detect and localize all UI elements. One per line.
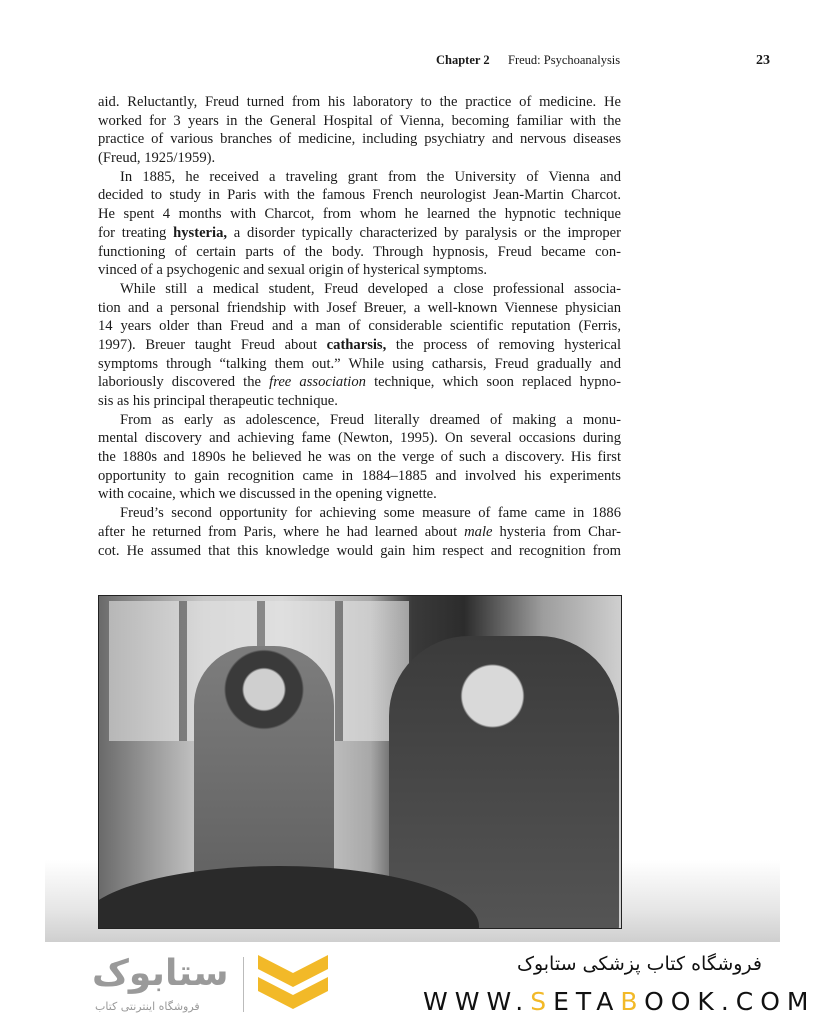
text-run: sis as his principal therapeutic technique. [98,393,338,409]
logo-wordmark: ستابوک [92,953,229,994]
text-run: aid. Reluctantly, Freud turned from his laboratory to the practice of medicine. He [98,94,621,110]
url-part: S [530,987,554,1016]
text-run: 1997). Breuer taught Freud about [98,336,327,353]
text-line [98,280,621,299]
paragraph [98,93,621,168]
text-line [98,448,621,467]
text-line [98,261,621,280]
text-line [98,355,621,374]
text-line [98,336,621,355]
text-run: the process of removing hysterical [386,336,621,353]
url-part: WWW. [423,987,531,1016]
chapter-label: Chapter 2 [436,53,490,67]
text-line [98,317,621,336]
page-number: 23 [756,53,770,68]
paragraph [98,168,621,280]
text-run: opportunity to gain recognition came in 1884–1885 and involved his experiments [98,467,621,484]
text-line [98,373,621,392]
text-run: hysteria from Char- [492,523,621,540]
text-run: Freud’s second opportunity for achieving some measure of fame came in 1886 [120,505,621,522]
text-run: cot. He assumed that this knowledge would gain him respect and recognition from [98,542,621,559]
paragraph [98,411,621,504]
logo-divider [243,957,244,1012]
text-run: the 1880s and 1890s he believed he was on the verge of such a discovery. His first [98,449,621,466]
text-line [98,392,621,411]
paragraph [98,504,621,560]
website-url [423,987,815,1016]
text-line [98,130,621,149]
text-run: decided to study in Paris with the famous French neurologist Jean-Martin Charcot. [98,187,621,204]
text-line [98,93,621,112]
text-line [98,168,621,187]
text-line [98,504,621,523]
text-line [98,299,621,318]
text-run: worked for 3 years in the General Hospital of Vienna, becoming familiar with the [98,112,621,129]
text-line [98,429,621,448]
text-line [98,205,621,224]
italic-term: free association [269,374,366,391]
watermark-footer [0,945,827,1023]
text-run: mental discovery and achieving fame (Newton, 1995). On several occasions during [98,430,621,447]
italic-term: male [464,523,493,540]
text-line [98,523,621,542]
text-line [98,224,621,243]
text-run: after he returned from Paris, where he had learned about [98,523,465,540]
shop-name: فروشگاه کتاب پزشکی ستابوک [516,953,762,975]
chapter-title: Freud: Psychoanalysis [508,53,621,67]
text-run: with cocaine, which we discussed in the opening vignette. [98,486,437,503]
paragraph [98,280,621,411]
text-run: practice of various branches of medicine, including psychiatry and nervous diseases [98,131,621,148]
running-header [0,53,827,71]
bold-term: hysteria, [173,224,228,241]
text-run: While still a medical student, Freud developed a close professional associa- [120,280,621,297]
text-line [98,243,621,262]
text-run: functioning of certain parts of the body. Through hypnosis, Freud became con- [98,243,621,260]
text-run: technique, which soon replaced hypno- [365,374,622,391]
text-line [98,467,621,486]
text-run: He spent 4 months with Charcot, from whom he learned the hypnotic technique [98,206,621,223]
text-run: a disorder typically characterized by paralysis or the improper [227,224,621,241]
logo-subtitle: فروشگاه اینترنتی کتاب [95,1000,200,1013]
url-part: B [620,987,645,1016]
text-line [98,112,621,131]
text-line [98,485,621,504]
bold-term: catharsis, [326,336,387,353]
text-run: 14 years older than Freud and a man of considerable scientific reputation (Ferris, [98,318,621,335]
text-run: for treating [98,224,174,241]
chevron-logo-icon [258,955,328,1013]
text-line [98,186,621,205]
text-run: symptoms through “talking them out.” While using catharsis, Freud gradually and [98,355,621,372]
text-line [98,542,621,561]
text-run: In 1885, he received a traveling grant from the University of Vienna and [120,168,621,185]
text-run: laboriously discovered the [98,374,270,391]
text-run: vinced of a psychogenic and sexual origin of hysterical symptoms. [98,262,488,279]
photograph [98,595,622,929]
text-line [98,411,621,430]
text-line [98,149,621,168]
url-part: OOK.COM [644,987,816,1016]
text-run: (Freud, 1925/1959). [98,150,216,167]
body-text [98,93,621,560]
text-run: tion and a personal friendship with Josef Breuer, a well-known Viennese physician [98,299,621,316]
url-part: ETA [553,987,621,1016]
text-run: From as early as adolescence, Freud literally dreamed of making a monu- [120,411,621,428]
